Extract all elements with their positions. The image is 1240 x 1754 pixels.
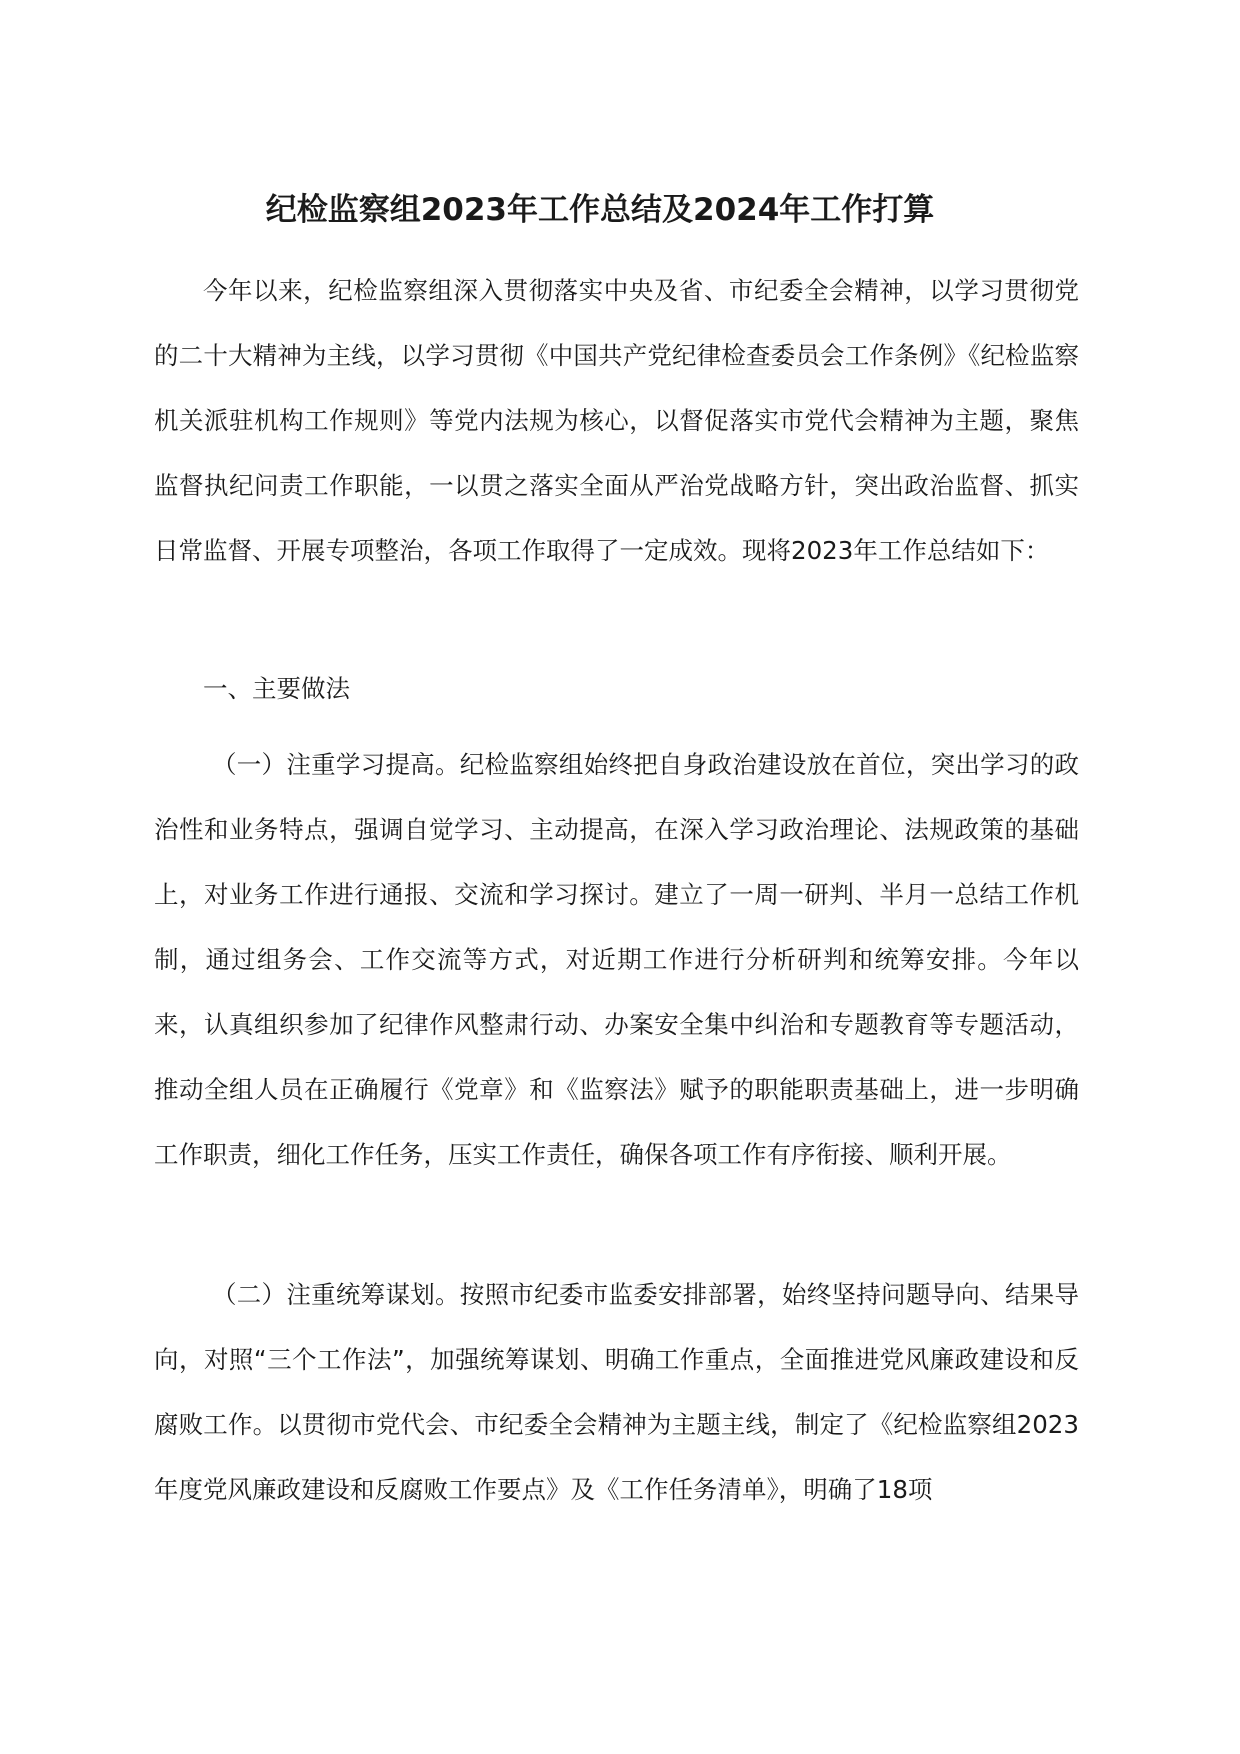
paragraph-overall-planning: （二）注重统筹谋划。按照市纪委市监委安排部署，始终坚持问题导向、结果导向，对照“三个工作法”，加强统筹谋划、明确工作重点，全面推进党风廉政建设和反腐败工作。以贯彻市党代会、市纪委全会精神为主题主线，制定了《纪检监察组2023年度党风廉政建设和反腐败工作要点》及《工作任务清单》，明确了18项 [154,1280,1079,1504]
section-heading-main-practices: 一、主要做法 [203,674,350,703]
paragraph-study-improvement: （一）注重学习提高。纪检监察组始终把自身政治建设放在首位，突出学习的政治性和业务特点，强调自觉学习、主动提高，在深入学习政治理论、法规政策的基础上，对业务工作进行通报、交流和学习探讨。建立了一周一研判、半月一总结工作机制，通过组务会、工作交流等方式，对近期工作进行分析研判和统筹安排。今年以来，认真组织参加了纪律作风整肃行动、办案安全集中纠治和专题教育等专题活动，推动全组人员在正确履行《党章》和《监察法》赋予的职能职责基础上，进一步明确工作职责，细化工作任务，压实工作责任，确保各项工作有序衔接、顺利开展。 [154,750,1079,1169]
intro-paragraph: 今年以来，纪检监察组深入贯彻落实中央及省、市纪委全会精神，以学习贯彻党的二十大精神为主线，以学习贯彻《中国共产党纪律检查委员会工作条例》《纪检监察机关派驻机构工作规则》等党内法规为核心，以督促落实市党代会精神为主题，聚焦监督执纪问责工作职能，一以贯之落实全面从严治党战略方针，突出政治监督、抓实日常监督、开展专项整治，各项工作取得了一定成效。现将2023年工作总结如下： [154,276,1079,565]
document-title: 纪检监察组2023年工作总结及2024年工作打算 [265,192,935,228]
